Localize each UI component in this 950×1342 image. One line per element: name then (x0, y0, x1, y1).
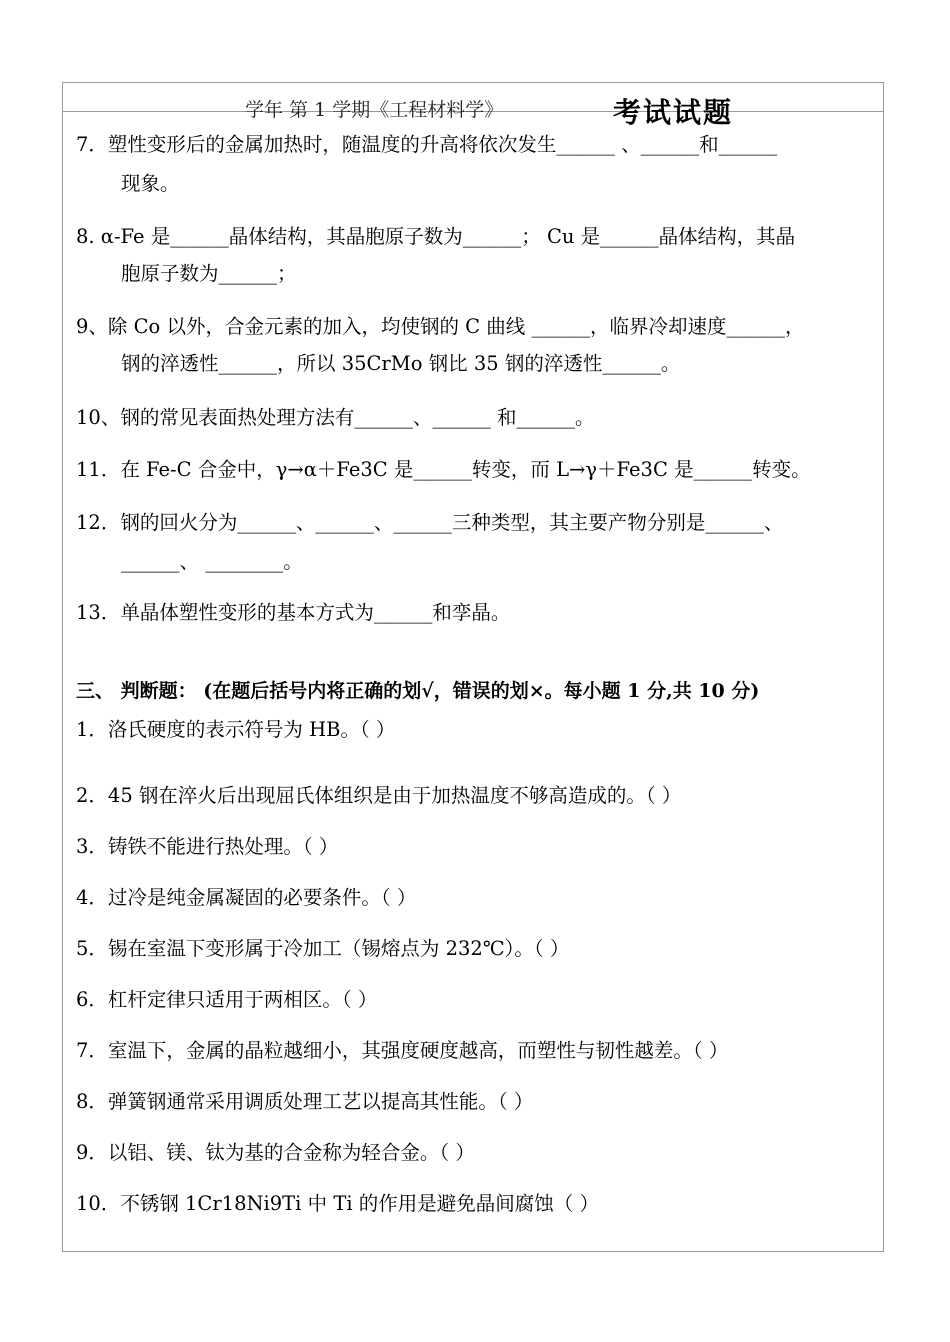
judge-question-10: 10．不锈钢 1Cr18Ni9Ti 中 Ti 的作用是避免晶间腐蚀（ ） (76, 1192, 599, 1215)
question-12-line2: ______、 ________。 (121, 550, 303, 573)
question-7-line1: 7．塑性变形后的金属加热时，随温度的升高将依次发生______ 、______和______ (76, 133, 778, 156)
question-8-line1: 8. α-Fe 是______晶体结构，其晶胞原子数为______； Cu 是______晶体结构，其晶 (76, 225, 796, 248)
judge-question-7: 7．室温下，金属的晶粒越细小，其强度硬度越高，而塑性与韧性越差。（ ） (76, 1039, 729, 1062)
question-12-line1: 12．钢的回火分为______、______、______三种类型，其主要产物分别是______、 (76, 511, 784, 534)
page-header (63, 83, 883, 129)
exam-page-frame (62, 82, 884, 1252)
question-10-line1: 10、钢的常见表面热处理方法有______、______ 和______。 (76, 406, 595, 429)
section-3-heading: 三、 判断题： (在题后括号内将正确的划√，错误的划×。每小题 1 分,共 10 分) (76, 680, 760, 702)
judge-question-3: 3．铸铁不能进行热处理。（ ） (76, 835, 339, 858)
judge-question-8: 8．弹簧钢通常采用调质处理工艺以提高其性能。（ ） (76, 1090, 534, 1113)
judge-question-1: 1．洛氏硬度的表示符号为 HB。（ ） (76, 718, 396, 741)
question-13-line1: 13．单晶体塑性变形的基本方式为______和孪晶。 (76, 601, 511, 624)
judge-question-6: 6．杠杆定律只适用于两相区。（ ） (76, 988, 378, 1011)
question-9-line2: 钢的淬透性______，所以 35CrMo 钢比 35 钢的淬透性______。 (121, 352, 681, 375)
header-subtitle: 学年 第 1 学期《工程材料学》 (245, 99, 504, 121)
question-8-line2: 胞原子数为______； (121, 262, 297, 285)
judge-question-2: 2．45 钢在淬火后出现屈氏体组织是由于加热温度不够高造成的。（ ） (76, 784, 682, 807)
judge-question-9: 9．以铝、镁、钛为基的合金称为轻合金。（ ） (76, 1141, 475, 1164)
question-9-line1: 9、除 Co 以外，合金元素的加入，均使钢的 C 曲线 ______，临界冷却速度______， (76, 315, 805, 338)
header-title: 考试试题 (613, 96, 734, 129)
judge-question-5: 5．锡在室温下变形属于冷加工（锡熔点为 232℃）。（ ） (76, 937, 570, 960)
judge-question-4: 4．过冷是纯金属凝固的必要条件。（ ） (76, 886, 417, 909)
question-7-line2: 现象。 (121, 172, 180, 195)
question-11-line1: 11．在 Fe-C 合金中，γ→α＋Fe3C 是______转变，而 L→γ＋Fe3C 是______转变。 (76, 458, 811, 481)
